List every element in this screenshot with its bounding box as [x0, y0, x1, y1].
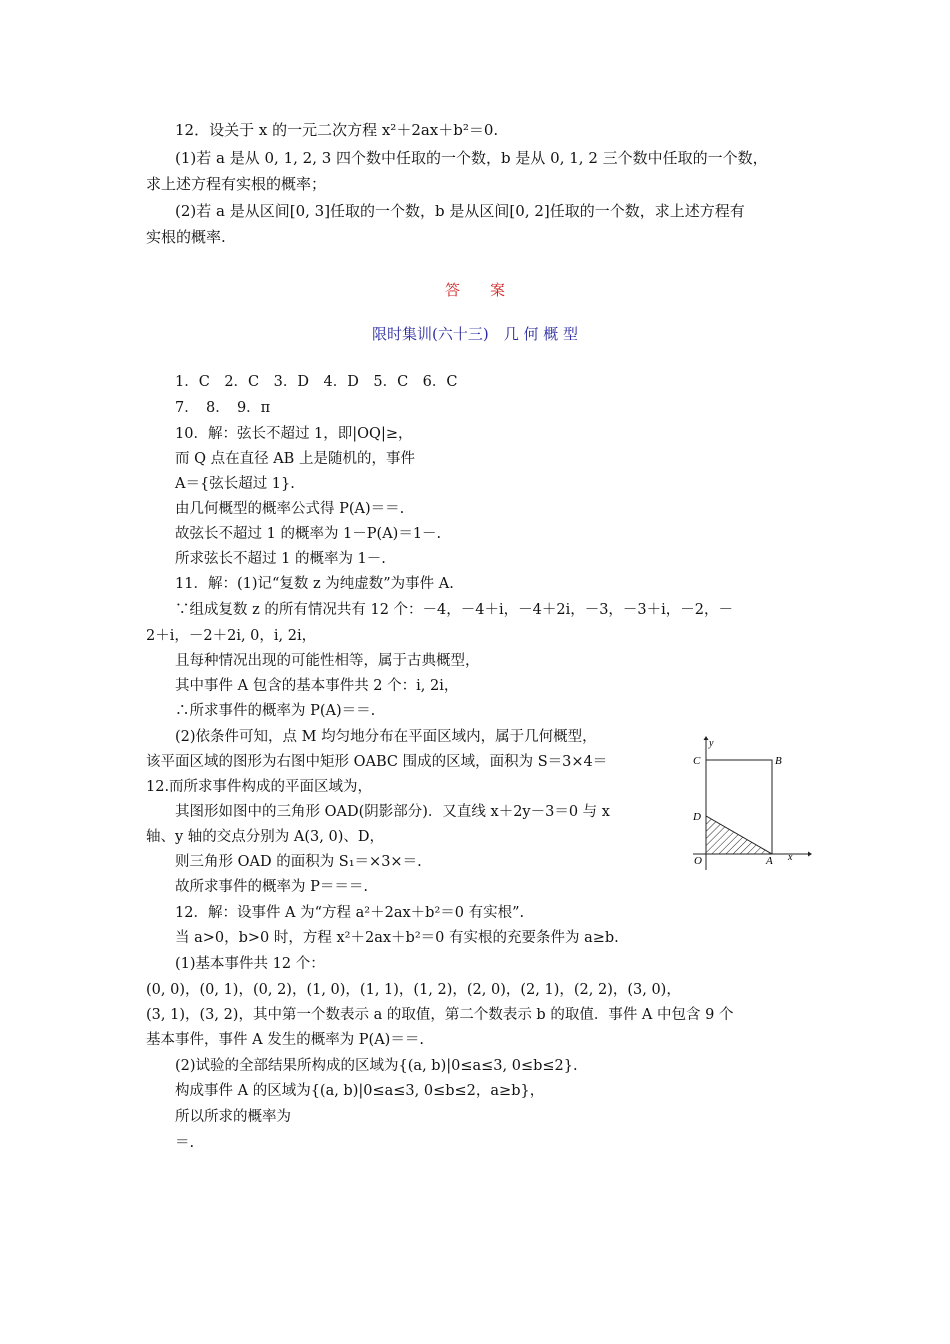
answer-12-line: (3, 1)，(3, 2)，其中第一个数表示 a 的取值，第二个数表示 b 的取值．事件 A 中包含 9 个 [146, 1007, 734, 1023]
answer-11-part2-line: 其图形如图中的三角形 OAD(阴影部分)．又直线 x＋2y－3＝0 与 x [175, 804, 610, 820]
axis-label-y: y [709, 738, 714, 749]
problem-12-line-2: (1)若 a 是从 0, 1, 2, 3 四个数中任取的一个数，b 是从 0, 1, 2 三个数中任取的一个数， [175, 149, 768, 167]
answer-11-part2-line: 该平面区域的图形为右图中矩形 OABC 围成的区域，面积为 S＝3×4＝ [146, 754, 608, 770]
section-title: 限时集训(六十三) 几 何 概 型 [371, 325, 578, 343]
answer-10-line: 故弦长不超过 1 的概率为 1－P(A)＝1－. [175, 526, 442, 542]
answer-11-line: 且每种情况出现的可能性相等，属于古典概型， [175, 653, 480, 669]
answer-heading: 答 案 [444, 281, 505, 299]
answer-12-line: 构成事件 A 的区域为{(a, b)|0≤a≤3, 0≤b≤2，a≥b}， [175, 1083, 545, 1099]
answer-10-line: A＝{弦长超过 1}. [175, 476, 295, 492]
answer-11-line: ∴所求事件的概率为 P(A)＝＝. [175, 703, 376, 719]
answer-11-part2-line: 故所求事件的概率为 P＝＝＝. [175, 879, 368, 895]
answer-11-part2-line: (2)依条件可知，点 M 均匀地分布在平面区域内，属于几何概型， [175, 729, 597, 745]
point-label-O: O [694, 855, 702, 867]
answer-11-part2-line: 12.而所求事件构成的平面区域为， [146, 779, 373, 795]
answer-11-line: 2＋i，－2＋2i, 0，i, 2i， [146, 628, 317, 644]
answer-10-line: 所求弦长不超过 1 的概率为 1－. [175, 551, 386, 567]
answer-11-part2-line: 则三角形 OAD 的面积为 S₁＝×3×＝. [175, 854, 422, 870]
answer-12-intro: 12．解：设事件 A 为“方程 a²＋2ax＋b²＝0 有实根”. [175, 905, 525, 921]
point-label-A: A [766, 855, 773, 867]
answer-10-line: 而 Q 点在直径 AB 上是随机的，事件 [175, 451, 415, 467]
answer-11-part2-line: 轴、y 轴的交点分别为 A(3, 0)、D， [146, 829, 384, 845]
point-label-D: D [693, 811, 701, 823]
answer-11-line: ∵组成复数 z 的所有情况共有 12 个：－4，－4＋i，－4＋2i，－3，－3＋i，－2，－ [175, 602, 734, 618]
answer-12-line: 所以所求的概率为 [175, 1109, 291, 1125]
region-figure [688, 736, 812, 870]
answers-choices: 1．C 2．C 3．D 4．D 5．C 6．C [175, 374, 458, 390]
point-label-C: C [693, 755, 701, 767]
answer-12-line: 基本事件，事件 A 发生的概率为 P(A)＝＝. [146, 1032, 424, 1048]
answer-12-line: (1)基本事件共 12 个： [175, 956, 325, 972]
answer-12-line: (0, 0)，(0, 1)，(0, 2)，(1, 0)，(1, 1)，(1, 2)，(2, 0)，(2, 1)，(2, 2)，(3, 0)， [146, 982, 681, 998]
axis-label-x: x [788, 852, 793, 863]
problem-12-line-1: 12．设关于 x 的一元二次方程 x²＋2ax＋b²＝0. [175, 121, 499, 139]
problem-12-line-5: 实根的概率. [146, 228, 226, 246]
point-label-B: B [775, 755, 782, 767]
problem-12-line-4: (2)若 a 是从区间[0, 3]任取的一个数，b 是从区间[0, 2]任取的一个数，求上述方程有 [175, 202, 745, 220]
answer-11-intro: 11．解：(1)记“复数 z 为纯虚数”为事件 A. [175, 576, 454, 592]
shaded-triangle-OAD [706, 816, 772, 854]
answer-10-line: 由几何概型的概率公式得 P(A)＝＝. [175, 501, 405, 517]
problem-12-line-3: 求上述方程有实根的概率； [146, 175, 327, 193]
answer-12-line: (2)试验的全部结果所构成的区域为{(a, b)|0≤a≤3, 0≤b≤2}. [175, 1058, 578, 1074]
answer-12-line: 当 a>0，b>0 时，方程 x²＋2ax＋b²＝0 有实根的充要条件为 a≥b. [175, 930, 619, 946]
answer-10-line: 10．解：弦长不超过 1，即|OQ|≥， [175, 426, 413, 442]
answers-fill: 7． 8． 9．π [175, 400, 271, 416]
answer-12-line: ＝. [175, 1135, 195, 1151]
answer-11-line: 其中事件 A 包含的基本事件共 2 个：i, 2i， [175, 678, 459, 694]
